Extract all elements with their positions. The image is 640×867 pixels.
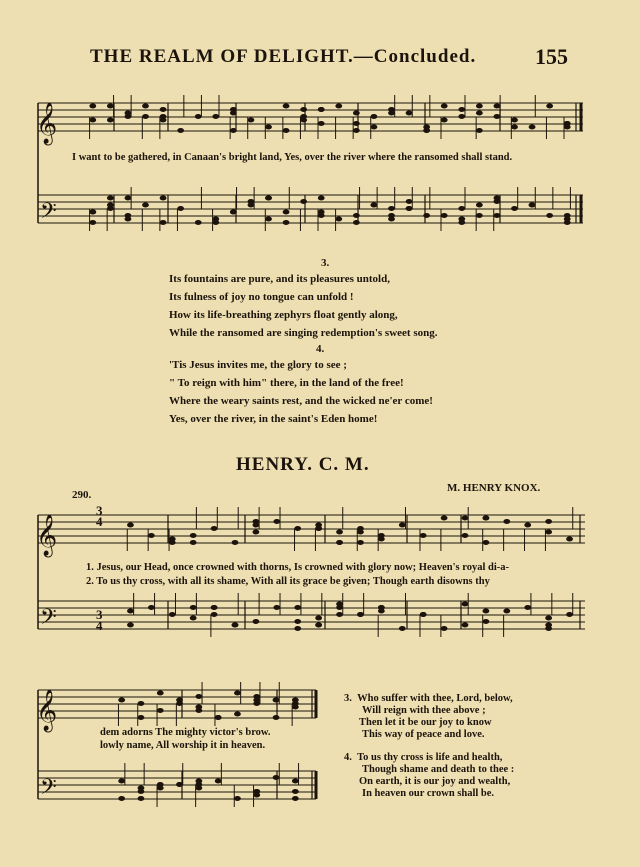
note-head: [253, 789, 260, 794]
note-head: [190, 616, 197, 621]
note-head: [253, 698, 260, 703]
verse-line: Where the weary saints rest, and the wicked ne'er come!: [169, 395, 433, 407]
note-head: [107, 206, 114, 211]
note-head: [230, 210, 237, 215]
note-head: [357, 526, 364, 531]
verse-line: While the ransomed are singing redemption's sweet song.: [169, 327, 438, 339]
note-head: [283, 104, 290, 109]
note-head: [142, 203, 149, 208]
note-head: [336, 605, 343, 610]
note-head: [160, 196, 167, 201]
note-head: [125, 114, 132, 119]
note-head: [89, 210, 96, 215]
note-head: [315, 523, 322, 528]
henry-lyric-verse-2: 2. To us thy cross, with all its shame, With all its grace be given; Though earth disowns thy: [86, 576, 490, 587]
henry-lyric-verse-1: 1. Jesus, our Head, once crowned with thorns, Is crowned with glory now; Heaven's royal di-a-: [86, 562, 510, 573]
note-head: [476, 111, 483, 116]
note-head: [441, 213, 448, 218]
note-head: [476, 213, 483, 218]
note-head: [160, 107, 167, 112]
verse-line: " To reign with him" there, in the land of the free!: [169, 377, 404, 389]
note-head: [458, 217, 465, 222]
note-head: [511, 125, 518, 130]
note-head: [388, 213, 395, 218]
note-head: [353, 213, 360, 218]
note-head: [253, 619, 260, 624]
note-head: [371, 203, 378, 208]
verse-line: 'Tis Jesus invites me, the glory to see ;: [169, 359, 347, 371]
note-head: [253, 523, 260, 528]
note-head: [253, 694, 260, 699]
note-head: [190, 540, 197, 545]
note-head: [420, 612, 427, 617]
verse-line: In heaven our crown shall be.: [362, 788, 495, 799]
note-head: [157, 786, 164, 791]
note-head: [265, 196, 272, 201]
verse-line: Who suffer with thee, Lord, below,: [357, 693, 513, 704]
treble-clef-icon: 𝄞: [36, 103, 58, 144]
verse-line: To us thy cross is life and health,: [357, 752, 503, 763]
note-head: [292, 705, 299, 710]
note-head: [195, 220, 202, 225]
note-head: [89, 104, 96, 109]
note-head: [462, 533, 469, 538]
note-head: [212, 114, 219, 119]
time-signature-treble: 3 4: [96, 503, 103, 529]
note-head: [234, 691, 241, 696]
note-head: [230, 107, 237, 112]
note-head: [176, 782, 183, 787]
note-head: [125, 196, 132, 201]
note-head: [458, 114, 465, 119]
note-head: [232, 623, 239, 628]
note-head: [564, 125, 571, 130]
note-head: [190, 605, 197, 610]
note-head: [160, 220, 167, 225]
henry-lyric-continued-1: dem adorns The mighty victor's brow.: [100, 727, 271, 738]
note-head: [195, 779, 202, 784]
note-head: [127, 609, 134, 614]
note-head: [176, 698, 183, 703]
note-head: [336, 540, 343, 545]
hymn-number: 290.: [72, 489, 92, 501]
note-head: [138, 701, 145, 706]
note-head: [125, 217, 132, 222]
note-head: [564, 220, 571, 225]
note-head: [335, 217, 342, 222]
note-head: [211, 526, 218, 531]
note-head: [230, 210, 237, 215]
note-head: [273, 775, 280, 780]
note-head: [335, 104, 342, 109]
note-head: [564, 121, 571, 126]
note-head: [177, 206, 184, 211]
verse-line: This way of peace and love.: [362, 729, 485, 740]
note-head: [294, 619, 301, 624]
note-head: [215, 715, 222, 720]
note-head: [89, 220, 96, 225]
note-head: [318, 196, 325, 201]
note-head: [107, 104, 114, 109]
note-head: [406, 206, 413, 211]
note-head: [211, 605, 218, 610]
note-head: [353, 128, 360, 133]
note-head: [283, 220, 290, 225]
note-head: [371, 203, 378, 208]
note-head: [378, 605, 385, 610]
note-head: [420, 612, 427, 617]
note-head: [118, 779, 125, 784]
note-head: [230, 128, 237, 133]
note-head: [564, 213, 571, 218]
note-head: [195, 694, 202, 699]
note-head: [458, 220, 465, 225]
note-head: [138, 786, 145, 791]
note-head: [215, 779, 222, 784]
note-head: [545, 530, 552, 535]
note-head: [529, 125, 536, 130]
henry-verse-4: [344, 752, 514, 800]
note-head: [157, 708, 164, 713]
note-head: [232, 540, 239, 545]
note-head: [253, 793, 260, 798]
note-head: [318, 107, 325, 112]
verse-number: 3.: [344, 693, 352, 704]
note-head: [283, 128, 290, 133]
note-head: [195, 705, 202, 710]
note-head: [441, 118, 448, 123]
note-head: [566, 537, 573, 542]
note-head: [494, 213, 501, 218]
note-head: [195, 782, 202, 787]
treble-clef-icon: 𝄞: [36, 690, 58, 731]
note-head: [294, 605, 301, 610]
note-head: [371, 125, 378, 130]
note-head: [378, 533, 385, 538]
note-head: [234, 712, 241, 717]
note-head: [195, 786, 202, 791]
note-head: [142, 104, 149, 109]
note-head: [371, 114, 378, 119]
note-head: [315, 526, 322, 531]
composer-credit: M. HENRY KNOX.: [447, 482, 541, 494]
note-head: [529, 203, 536, 208]
verse-number: 4.: [344, 752, 352, 763]
note-head: [273, 519, 280, 524]
note-head: [300, 114, 307, 119]
note-head: [423, 128, 430, 133]
note-head: [195, 708, 202, 713]
verse-line: Though shame and death to thee :: [362, 764, 515, 775]
note-head: [357, 540, 364, 545]
note-head: [211, 605, 218, 610]
note-head: [388, 217, 395, 222]
note-head: [148, 533, 155, 538]
note-head: [388, 107, 395, 112]
note-head: [336, 612, 343, 617]
verse-line: Its fountains are pure, and its pleasures untold,: [169, 273, 390, 285]
note-head: [494, 199, 501, 204]
note-head: [190, 533, 197, 538]
note-head: [248, 199, 255, 204]
note-head: [292, 698, 299, 703]
note-head: [545, 626, 552, 631]
note-head: [138, 715, 145, 720]
note-head: [138, 789, 145, 794]
note-head: [300, 118, 307, 123]
note-head: [406, 206, 413, 211]
note-head: [388, 111, 395, 116]
note-head: [511, 206, 518, 211]
note-head: [315, 526, 322, 531]
realm-verse-3: [169, 270, 438, 342]
note-head: [318, 107, 325, 112]
realm-lyric-line: I want to be gathered, in Canaan's bright land, Yes, over the river where the ransomed shall stand.: [72, 152, 513, 163]
note-head: [524, 605, 531, 610]
note-head: [545, 623, 552, 628]
henry-verse-3: [344, 693, 513, 741]
note-head: [315, 623, 322, 628]
treble-clef-icon: 𝄞: [36, 515, 58, 556]
note-head: [378, 605, 385, 610]
note-head: [253, 789, 260, 794]
note-head: [160, 118, 167, 123]
note-head: [524, 523, 531, 528]
note-head: [564, 217, 571, 222]
bass-clef-icon: 𝄢: [40, 199, 57, 229]
note-head: [483, 516, 490, 521]
hymn-title: HENRY. C. M.: [236, 454, 370, 475]
note-head: [315, 616, 322, 621]
note-head: [212, 217, 219, 222]
note-head: [107, 203, 114, 208]
note-head: [318, 213, 325, 218]
note-head: [423, 128, 430, 133]
note-head: [318, 210, 325, 215]
note-head: [529, 203, 536, 208]
note-head: [564, 121, 571, 126]
note-head: [483, 609, 490, 614]
note-head: [483, 619, 490, 624]
note-head: [357, 612, 364, 617]
bass-clef-icon: 𝄢: [40, 775, 57, 805]
realm-verse-4: [169, 356, 433, 428]
note-head: [545, 519, 552, 524]
note-head: [283, 210, 290, 215]
realm-verse-3-number: 3.: [321, 257, 330, 269]
page-number: 155: [535, 44, 568, 69]
note-head: [399, 626, 406, 631]
bass-clef-icon: 𝄢: [40, 605, 57, 635]
note-head: [234, 796, 241, 801]
note-head: [566, 612, 573, 617]
note-head: [211, 612, 218, 617]
note-head: [476, 203, 483, 208]
note-head: [232, 623, 239, 628]
note-head: [399, 523, 406, 528]
note-head: [494, 114, 501, 119]
note-head: [458, 107, 465, 112]
realm-verse-4-number: 4.: [316, 343, 325, 355]
note-head: [483, 516, 490, 521]
note-head: [177, 128, 184, 133]
note-head: [212, 220, 219, 225]
note-head: [215, 715, 222, 720]
note-head: [458, 206, 465, 211]
note-head: [300, 199, 307, 204]
note-head: [169, 612, 176, 617]
note-head: [169, 537, 176, 542]
note-head: [273, 698, 280, 703]
note-head: [336, 602, 343, 607]
note-head: [265, 196, 272, 201]
note-head: [273, 698, 280, 703]
note-head: [357, 530, 364, 535]
note-head: [483, 540, 490, 545]
note-head: [248, 118, 255, 123]
note-head: [503, 519, 510, 524]
note-head: [476, 104, 483, 109]
note-head: [420, 533, 427, 538]
note-head: [176, 701, 183, 706]
note-head: [127, 523, 134, 528]
note-head: [265, 217, 272, 222]
note-head: [176, 782, 183, 787]
note-head: [273, 715, 280, 720]
note-head: [406, 199, 413, 204]
note-head: [546, 104, 553, 109]
note-head: [127, 623, 134, 628]
note-head: [462, 516, 469, 521]
note-head: [253, 519, 260, 524]
note-head: [118, 698, 125, 703]
verse-line: Yes, over the river, in the saint's Eden home!: [169, 413, 378, 425]
note-head: [511, 118, 518, 123]
note-head: [294, 626, 301, 631]
note-head: [107, 196, 114, 201]
note-head: [300, 107, 307, 112]
note-head: [441, 626, 448, 631]
note-head: [230, 111, 237, 116]
note-head: [336, 530, 343, 535]
note-head: [353, 121, 360, 126]
note-head: [462, 623, 469, 628]
note-head: [142, 114, 149, 119]
note-head: [423, 125, 430, 130]
note-head: [294, 526, 301, 531]
note-head: [462, 602, 469, 607]
note-head: [89, 210, 96, 215]
note-head: [357, 612, 364, 617]
verse-line: Then let it be our joy to know: [359, 717, 492, 728]
note-head: [318, 121, 325, 126]
note-head: [292, 796, 299, 801]
note-head: [107, 118, 114, 123]
verse-line: Its fulness of joy no tongue can unfold !: [169, 291, 354, 303]
note-head: [292, 701, 299, 706]
note-head: [503, 609, 510, 614]
note-head: [441, 104, 448, 109]
note-head: [253, 701, 260, 706]
time-signature-bass: 3 4: [96, 607, 103, 633]
henry-lyric-continued-2: lowly name, All worship it in heaven.: [100, 740, 266, 751]
note-head: [406, 111, 413, 116]
note-head: [292, 789, 299, 794]
note-head: [378, 537, 385, 542]
note-head: [292, 779, 299, 784]
note-head: [423, 213, 430, 218]
note-head: [494, 196, 501, 201]
verse-line: Will reign with thee above ;: [362, 705, 486, 716]
note-head: [89, 118, 96, 123]
note-head: [441, 516, 448, 521]
note-head: [315, 623, 322, 628]
verse-line: How its life-breathing zephyrs float gently along,: [169, 309, 398, 321]
verse-line: On earth, it is our joy and wealth,: [359, 776, 511, 787]
note-head: [169, 540, 176, 545]
note-head: [388, 206, 395, 211]
note-head: [148, 605, 155, 610]
note-head: [494, 104, 501, 109]
note-head: [195, 114, 202, 119]
note-head: [125, 213, 132, 218]
note-head: [265, 125, 272, 130]
note-head: [378, 609, 385, 614]
note-head: [273, 605, 280, 610]
note-head: [353, 220, 360, 225]
note-head: [545, 616, 552, 621]
note-head: [125, 111, 132, 116]
note-head: [138, 796, 145, 801]
note-head: [253, 530, 260, 535]
note-head: [336, 540, 343, 545]
running-title: THE REALM OF DELIGHT.—Concluded.: [90, 46, 477, 67]
note-head: [157, 782, 164, 787]
note-head: [118, 796, 125, 801]
note-head: [160, 114, 167, 119]
note-head: [476, 128, 483, 133]
note-head: [248, 203, 255, 208]
note-head: [546, 213, 553, 218]
note-head: [157, 691, 164, 696]
note-head: [353, 111, 360, 116]
